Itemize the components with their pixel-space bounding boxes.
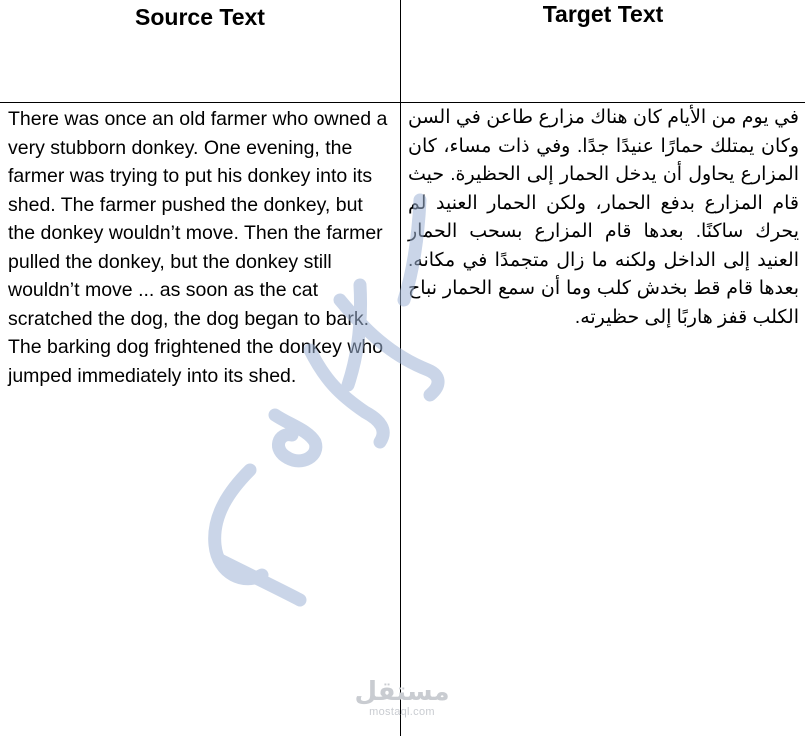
source-text-cell: There was once an old farmer who owned a very stubborn donkey. One evening, the farmer was trying to put his donkey into its shed. The farmer pushed the donkey, but the donkey wouldn’t move. Then the farmer pulled the donkey, but the donkey still wouldn’t move ... as soon as the cat scratched the dog, the dog began to bark. The barking dog frightened the donkey who jumped immediately into its shed. (8, 108, 388, 387)
source-text-header: Source Text (135, 4, 265, 30)
target-text-cell: في يوم من الأيام كان هناك مزارع طاعن في السن وكان يمتلك حمارًا عنيدًا جدًا. وفي ذات مساء، كان المزارع يحاول أن يدخل الحمار إلى الحظيرة. حيث قام المزارع بدفع الحمار، ولكن الحمار العنيد لم يحرك ساكنًا. بعدها قام المزارع بسحب الحمار العنيد إلى الداخل ولكنه ما زال متجمدًا في مكانه. بعدها قام قط بخدش كلب وما أن سمع الحمار نباح الكلب قفز هاربًا إلى حظيرته. (408, 107, 799, 328)
mostaql-logo-latin: mostaql.com (369, 706, 435, 718)
target-text-header: Target Text (542, 1, 664, 27)
column-divider (400, 0, 401, 736)
mostaql-logo-arabic: مستقل (354, 676, 450, 706)
header-row-divider (0, 102, 805, 103)
